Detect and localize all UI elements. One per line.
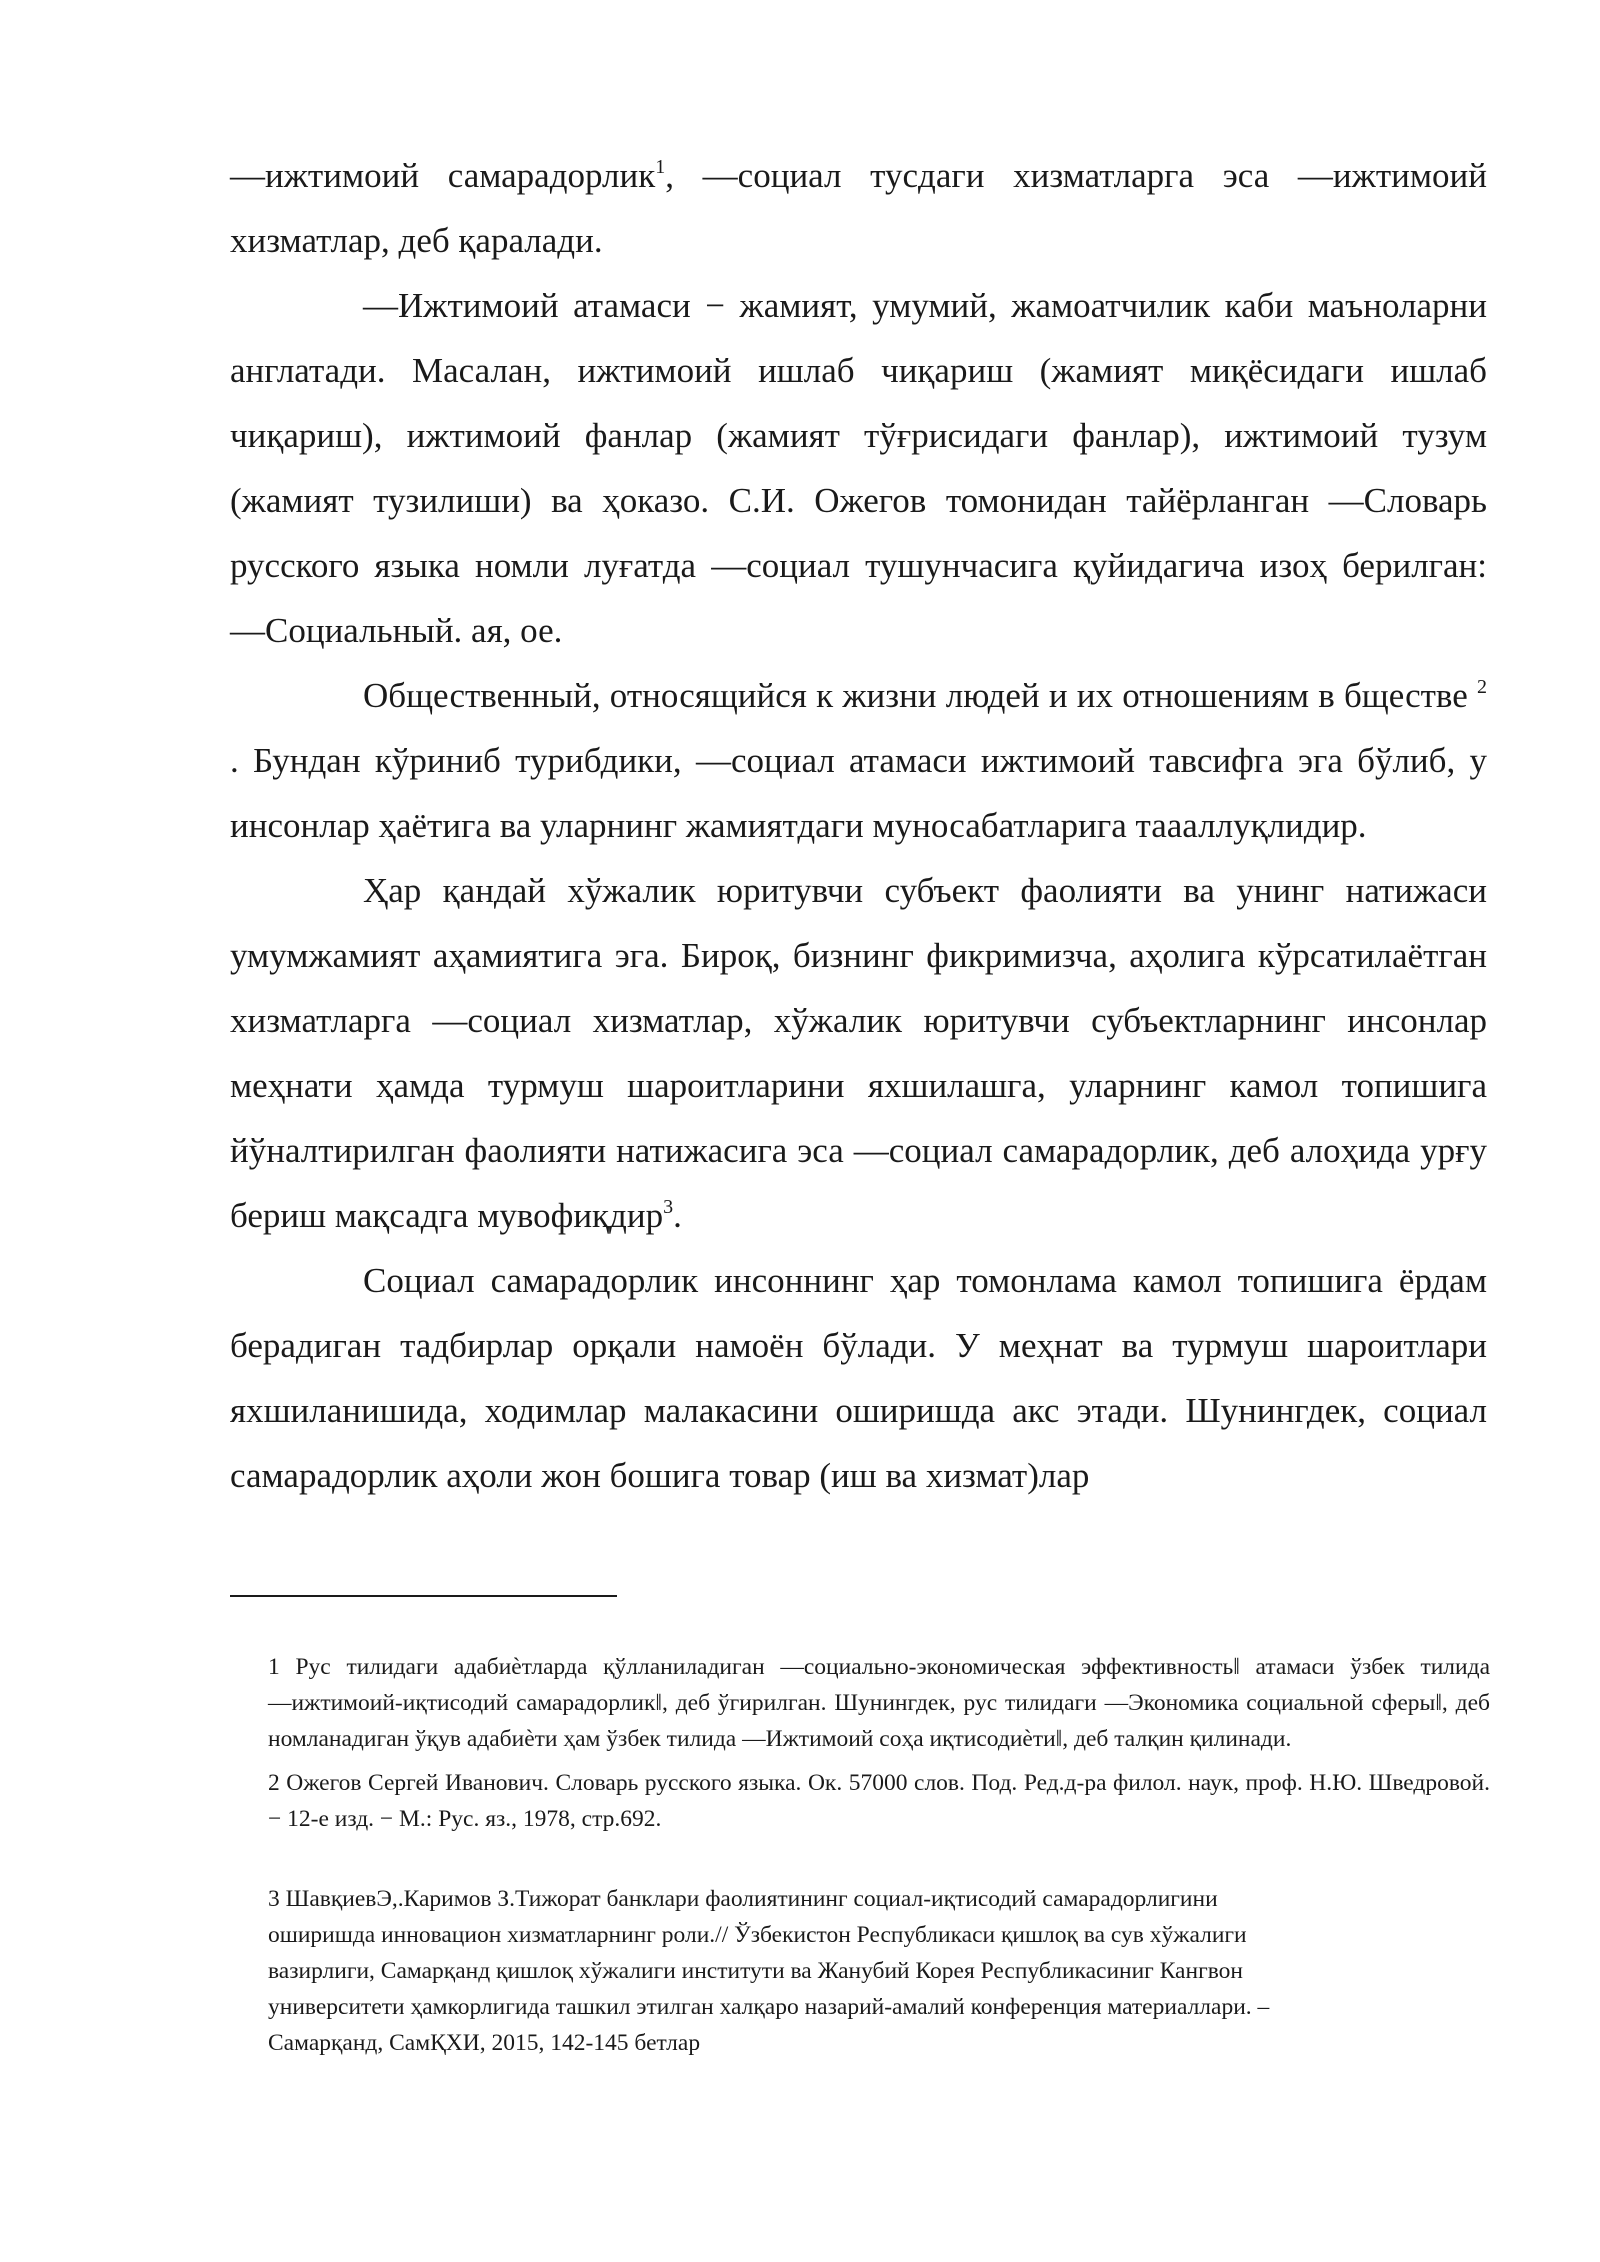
footnote-separator [230,1595,617,1597]
footnotes [268,1649,1490,2061]
paragraph-3-text-b: . Бундан кўриниб турибдики, ―социал атамаси ижтимоий тавсифга эга бўлиб, у инсонлар ҳаётига ва уларнинг жамиятдаги муносабатларига таааллуқлидир. [230,741,1487,845]
footnote-1: 1 Рус тилидаги адабиѐтларда қўлланиладиган ―социально-экономическая эффективность‖ атамаси ўзбек тилида ―ижтимоий-иқтисодий самарадорлик‖, деб ўгирилган. Шунингдек, рус тилидаги ―Экономика социальной сферы‖, деб номланадиган ўқув адабиѐти ҳам ўзбек тилида ―Ижтимоий соҳа иқтисодиѐти‖, деб талқин қилинади. [268,1654,1490,1752]
footnote-2: 2 Ожегов Сергей Иванович. Словарь русского языка. Ок. 57000 слов. Под. Ред.д-ра филол. наук, проф. Н.Ю. Шведровой. − 12-е изд. − М.: Рус. яз., 1978, стр.692. [268,1770,1490,1832]
paragraph-4 [230,858,1487,1248]
footnote-3-line: 3 ШавқиевЭ,.Каримов З.Тижорат банклари фаолиятининг социал-иқтисодий самарадорлигини [268,1886,1218,1912]
footnote-3-line: университети ҳамкорлигида ташкил этилган халқаро назарий-амалий конференция материаллари. – [268,1994,1270,2020]
paragraph-5: Социал самарадорлик инсоннинг ҳар томонлама камол топишига ёрдам берадиган тадбирлар орқали намоён бўлади. У меҳнат ва турмуш шароитлари яхшиланишида, ходимлар малакасини оширишда акс этади. Шунингдек, социал самарадорлик аҳоли жон бошига товар (иш ва хизмат)лар [230,1261,1487,1495]
footnote-3-line: оширишда инновацион хизматларнинг роли.// Ўзбекистон Республикаси қишлоқ ва сув хўжалиги [268,1922,1247,1948]
paragraph-2: ―Ижтимоий атамаси − жамият, умумий, жамоатчилик каби маъноларни англатади. Масалан, ижтимоий ишлаб чиқариш (жамият миқёсидаги ишлаб чиқариш), ижтимоий фанлар (жамият тўғрисидаги фанлар), ижтимоий тузум (жамият тузилиши) ва ҳоказо. С.И. Ожегов томонидан тайёрланган ―Словарь русского языка номли луғатда ―социал тушунчасига қуйидагича изоҳ берилган: ―Социальный. ая, ое. [230,286,1487,650]
footnote-3-line: Самарқанд, СамҚХИ, 2015, 142-145 бетлар [268,2030,701,2056]
footnote-ref-2: 2 [1477,676,1487,698]
paragraph-4-text-b: . [673,1196,682,1235]
paragraph-1-text-b: , ―социал тусдаги хизматларга эса ―ижтимоий хизматлар, деб қаралади. [230,156,1487,260]
footnote-3 [268,1881,1490,2061]
main-text [230,143,1487,1508]
footnote-ref-3: 3 [663,1196,674,1218]
paragraph-3 [230,663,1487,858]
footnote-ref-1: 1 [655,156,666,178]
paragraph-3-text-a: Общественный, относящийся к жизни людей и их отношениям в бществе [363,676,1477,715]
paragraph-1 [230,143,1487,273]
paragraph-4-text-a: Ҳар қандай хўжалик юритувчи субъект фаолияти ва унинг натижаси умумжамият аҳамиятига эга. Бироқ, бизнинг фикримизча, аҳолига кўрсатилаётган хизматларга ―социал хизматлар, хўжалик юритувчи субъектларнинг инсонлар меҳнати ҳамда турмуш шароитларини яхшилашга, уларнинг камол топишига йўналтирилган фаолияти натижасига эса ―социал самарадорлик, деб алоҳида урғу бериш мақсадга мувофиқдир [230,871,1487,1235]
paragraph-1-text-a: ―ижтимоий самарадорлик [230,156,656,195]
footnote-3-line: вазирлиги, Самарқанд қишлоқ хўжалиги институти ва Жанубий Корея Республикасиниг Кангвон [268,1958,1243,1984]
